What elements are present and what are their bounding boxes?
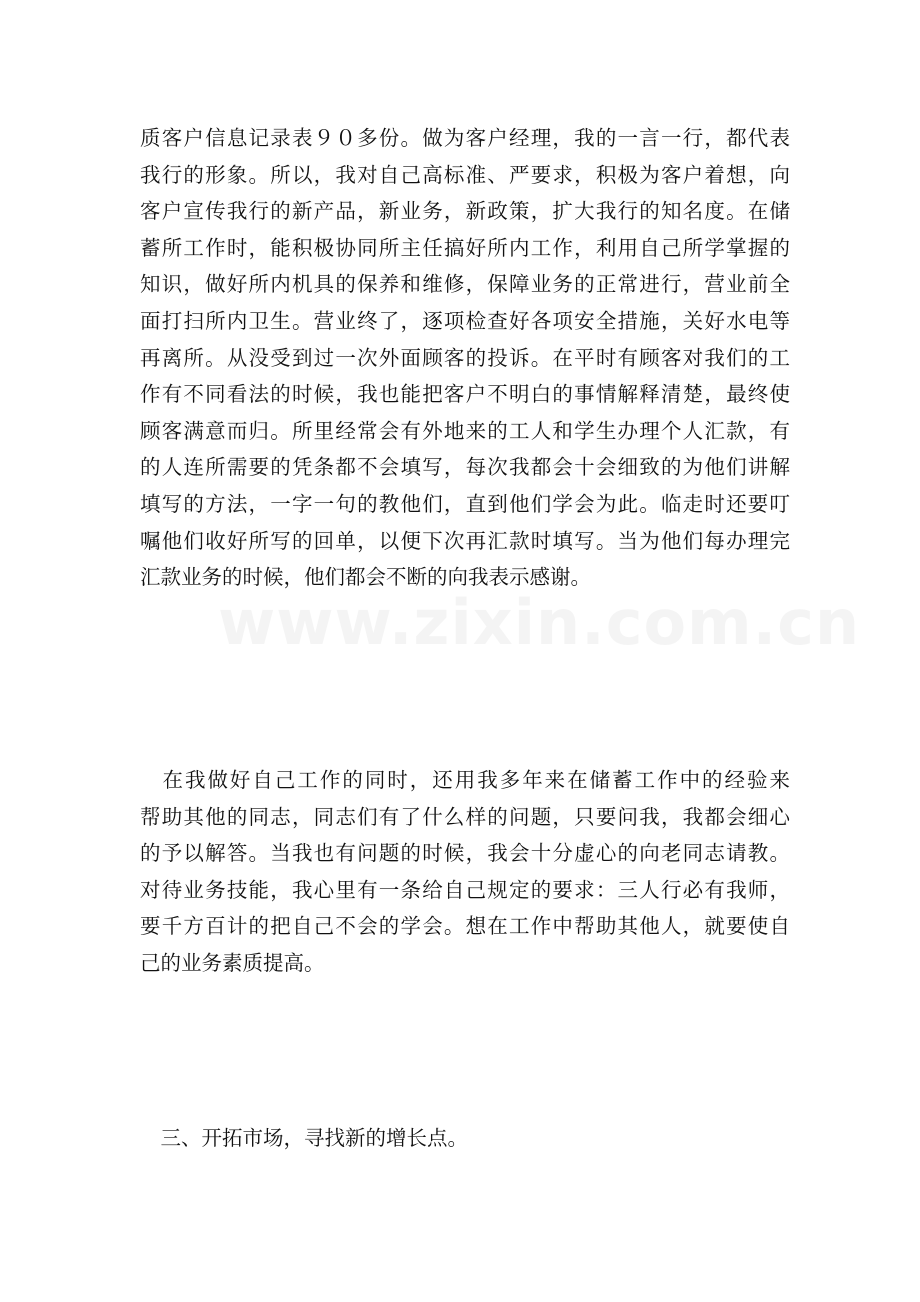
paragraph-line: 作有不同看法的时候，我也能把客户不明白的事情解释清楚，最终使	[140, 382, 790, 407]
paragraph-line: 质客户信息记录表９０多份。做为客户经理，我的一言一行，都代表	[140, 126, 790, 150]
section-heading-text: 三、开拓市场，寻找新的增长点。	[140, 1126, 468, 1150]
paragraph-line: 我行的形象。所以，我对自己高标准、严要求，积极为客户着想，向	[140, 162, 790, 187]
body-paragraph-2	[140, 762, 790, 982]
body-paragraph-1	[140, 120, 790, 596]
paragraph-line: 客户宣传我行的新产品，新业务，新政策，扩大我行的知名度。在储	[140, 199, 790, 224]
paragraph-line: 知识，做好所内机具的保养和维修，保障业务的正常进行，营业前全	[140, 272, 790, 297]
paragraph-line: 嘱他们收好所写的回单，以便下次再汇款时填写。当为他们每办理完	[140, 528, 790, 553]
paragraph-line: 己的业务素质提高。	[140, 950, 325, 975]
paragraph-line: 顾客满意而归。所里经常会有外地来的工人和学生办理个人汇款，有	[140, 418, 790, 443]
paragraph-line: 对待业务技能，我心里有一条给自己规定的要求：三人行必有我师，	[140, 877, 790, 902]
paragraph-line: 填写的方法，一字一句的教他们，直到他们学会为此。临走时还要叮	[140, 491, 790, 516]
paragraph-line: 要千方百计的把自己不会的学会。想在工作中帮助其他人，就要使自	[140, 914, 790, 939]
section-heading	[140, 1120, 790, 1157]
paragraph-line: 的予以解答。当我也有问题的时候，我会十分虚心的向老同志请教。	[140, 841, 790, 866]
watermark-text: www.zixin.com.cn	[218, 586, 861, 659]
paragraph-line: 的人连所需要的凭条都不会填写，每次我都会十会细致的为他们讲解	[140, 455, 790, 480]
paragraph-line: 在我做好自己工作的同时，还用我多年来在储蓄工作中的经验来	[140, 768, 790, 792]
paragraph-line: 蓄所工作时，能积极协同所主任搞好所内工作，利用自己所学掌握的	[140, 235, 790, 260]
paragraph-line: 再离所。从没受到过一次外面顾客的投诉。在平时有顾客对我们的工	[140, 345, 790, 370]
paragraph-line: 汇款业务的时候，他们都会不断的向我表示感谢。	[140, 565, 591, 590]
paragraph-line: 面打扫所内卫生。营业终了，逐项检查好各项安全措施，关好水电等	[140, 308, 790, 333]
paragraph-line: 帮助其他的同志，同志们有了什么样的问题，只要问我，我都会细心	[140, 804, 790, 829]
